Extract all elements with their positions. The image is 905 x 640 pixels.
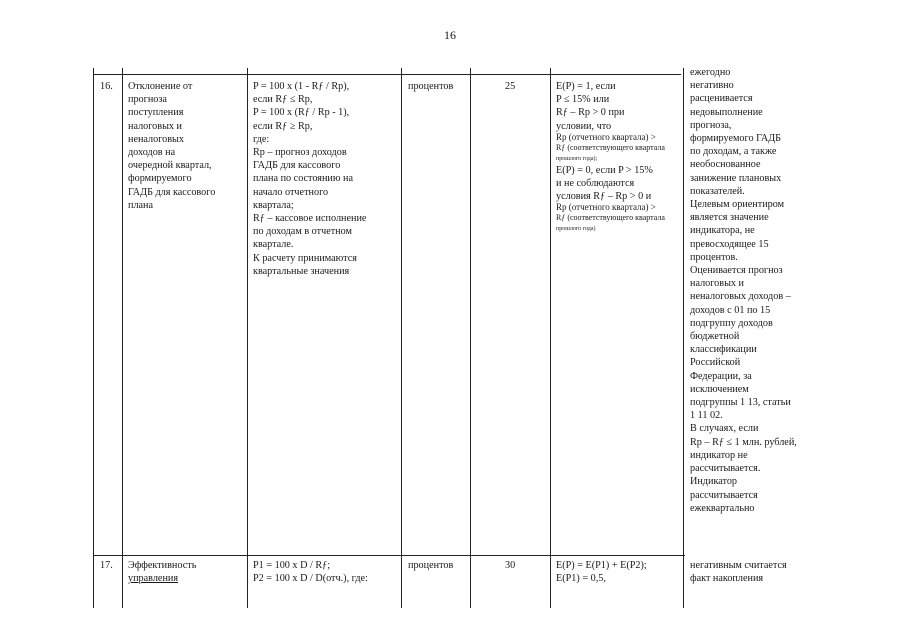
name-line: очередной квартал, [128, 160, 212, 172]
formula-line: P = 100 x (1 - Rƒ / Rp), [253, 81, 350, 92]
name-line: Отклонение от [128, 81, 193, 92]
comment-line: Rp – Rƒ ≤ 1 млн. рублей, [690, 436, 797, 448]
row-16-comment [690, 66, 818, 515]
comment-line: является значение [690, 212, 769, 224]
row-16-number: 16. [100, 81, 113, 92]
name-line: Эффективность [128, 560, 197, 571]
name-line: доходов на [128, 147, 176, 159]
eval-line: прошлого года); [556, 155, 598, 162]
comment-line: недовыполнение [690, 106, 763, 118]
comment-line: негативно [690, 80, 734, 92]
formula-line: ГАДБ для кассового [253, 160, 341, 172]
comment-line: формируемого ГАДБ [690, 133, 782, 145]
comment-line: показателей. [690, 185, 745, 197]
col-border-6 [683, 68, 684, 608]
comment-line: ежеквартально [690, 502, 755, 514]
col-border-5 [550, 68, 551, 608]
eval-line: и не соблюдаются [556, 178, 635, 190]
eval-line: Rƒ (соответствующего квартала [556, 142, 665, 152]
comment-line: Федерации, за [690, 370, 752, 382]
formula-line: квартала; [253, 199, 294, 211]
name-line: поступления [128, 107, 184, 119]
col-border-2 [247, 68, 248, 608]
eval-line: P ≤ 15% или [556, 94, 610, 106]
row-16-evaluation [556, 80, 678, 234]
comment-line: негативным считается [690, 560, 787, 571]
col-border-1 [122, 68, 123, 608]
row-17-unit: процентов [408, 560, 454, 571]
row-16-formula [253, 80, 366, 278]
formula-line: Rƒ – кассовое исполнение [253, 213, 367, 225]
comment-line: Российской [690, 357, 741, 369]
eval-line: E(P) = 1, если [556, 81, 616, 92]
formula-line: начало отчетного [253, 186, 329, 198]
formula-line: К расчету принимаются [253, 252, 357, 264]
comment-line: налоговых и [690, 278, 745, 290]
row-17-indicator-name [128, 559, 196, 585]
row-16-unit: процентов [408, 81, 454, 92]
formula-line: плана по состоянию на [253, 173, 353, 185]
row-16-indicator-name [128, 80, 215, 212]
comment-line: доходов с 01 по 15 [690, 304, 771, 316]
comment-line: процентов. [690, 251, 738, 263]
comment-line: индикатор не [690, 449, 748, 461]
row-17-comment [690, 559, 787, 585]
comment-line: рассчитывается. [690, 463, 761, 475]
comment-line: бюджетной [690, 331, 740, 343]
eval-line: E(P) = E(P1) + E(P2); [556, 560, 647, 571]
comment-line: рассчитывается [690, 489, 758, 501]
formula-line: квартале. [253, 239, 294, 251]
formula-line: по доходам в отчетном [253, 226, 352, 238]
eval-line: условия Rƒ – Rp > 0 и [556, 191, 652, 203]
formula-line: где: [253, 133, 270, 145]
comment-line: по доходам, а также [690, 146, 777, 158]
comment-line: необоснованное [690, 159, 761, 171]
row-17-weight: 30 [505, 560, 516, 571]
comment-line: исключением [690, 383, 749, 395]
name-line: налоговых и [128, 120, 183, 132]
name-line: формируемого [128, 173, 192, 185]
comment-line: ежегодно [690, 67, 731, 78]
comment-line: неналоговых доходов – [690, 291, 791, 303]
comment-line: расценивается [690, 93, 753, 105]
eval-line: прошлого года) [556, 226, 596, 233]
row-17-evaluation [556, 559, 647, 585]
eval-line: E(P1) = 0,5, [556, 573, 606, 585]
eval-line: Rƒ – Rp > 0 при [556, 107, 625, 119]
comment-line: подгруппы 1 13, статьи [690, 397, 791, 409]
name-line: ГАДБ для кассового [128, 186, 216, 198]
row-divider [93, 555, 685, 556]
col-border-4 [470, 68, 471, 608]
page-number: 16 [444, 28, 456, 42]
formula-line: если Rƒ ≤ Rp, [253, 94, 313, 106]
comment-line: Индикатор [690, 476, 738, 488]
row-17-formula [253, 559, 368, 585]
name-line: прогноза [128, 94, 167, 106]
formula-line: P2 = 100 x D / D(отч.), где: [253, 573, 368, 585]
col-border-3 [401, 68, 402, 608]
eval-line: Rƒ (соответствующего квартала [556, 213, 665, 223]
formula-line: P1 = 100 x D / Rƒ; [253, 560, 331, 571]
formula-line: если Rƒ ≥ Rp, [253, 120, 313, 132]
comment-line: прогноза, [690, 119, 732, 131]
eval-line: условии, что [556, 120, 612, 132]
comment-line: занижение плановых [690, 172, 782, 184]
comment-line: 1 11 02. [690, 410, 723, 422]
eval-line: E(P) = 0, если P > 15% [556, 164, 653, 176]
formula-line: Rp – прогноз доходов [253, 147, 347, 159]
eval-line: Rp (отчетного квартала) > [556, 202, 656, 213]
comment-line: классификации [690, 344, 757, 356]
row-16-weight: 25 [505, 81, 516, 92]
comment-line: Оценивается прогноз [690, 265, 783, 277]
eval-line: Rp (отчетного квартала) > [556, 131, 656, 142]
row-17-number: 17. [100, 560, 113, 571]
col-border-0 [93, 68, 94, 608]
table-top-border [93, 74, 681, 75]
comment-line: Целевым ориентиром [690, 199, 785, 211]
comment-line: индикатора, не [690, 225, 755, 237]
name-line: плана [128, 199, 154, 211]
name-line: управления [128, 573, 179, 585]
formula-line: P = 100 x (Rƒ / Rp - 1), [253, 107, 350, 119]
comment-line: превосходящее 15 [690, 238, 769, 250]
comment-line: В случаях, если [690, 423, 759, 435]
name-line: неналоговых [128, 133, 184, 145]
formula-line: квартальные значения [253, 265, 350, 277]
comment-line: факт накопления [690, 573, 764, 585]
comment-line: подгруппу доходов [690, 317, 773, 329]
